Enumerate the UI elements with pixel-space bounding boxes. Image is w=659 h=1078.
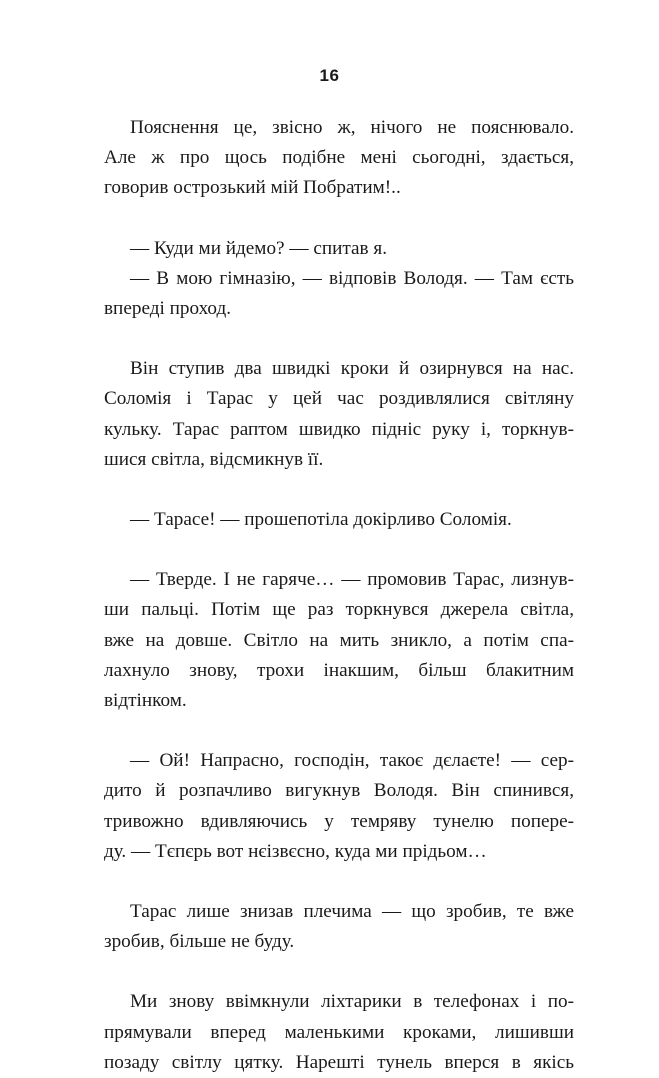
text-line: ши пальці. Потім ще раз торкнувся джерела світла, xyxy=(104,599,574,621)
paragraph-gap xyxy=(104,324,574,354)
text-line: Але ж про щось подібне мені сьогодні, здається, xyxy=(104,147,574,169)
paragraph-gap xyxy=(104,867,574,897)
text-line: ду. — Тєпєрь вот нєізвєсно, куда ми прідьом… xyxy=(104,840,487,862)
text-line: тривожно вдивляючись у темряву тунелю попере- xyxy=(104,810,574,832)
text-line: вже на довше. Світло на мить зникло, а потім спа- xyxy=(104,629,574,651)
text-line: прямували вперед маленькими кроками, лишивши xyxy=(104,1021,574,1043)
text-line: Соломія і Тарас у цей час роздивлялися світляну xyxy=(104,388,574,410)
body-text xyxy=(104,113,574,1078)
text-line: дито й розпачливо вигукнув Володя. Він спинився, xyxy=(104,780,574,802)
text-line: лахнуло знову, трохи інакшим, більш блакитним xyxy=(104,659,574,681)
text-line: — Ой! Напрасно, господін, такоє дєлаєте! — сер- xyxy=(130,750,574,772)
text-line: кульку. Тарас раптом швидко підніс руку і, торкнув- xyxy=(104,418,574,440)
text-line: Пояснення це, звісно ж, нічого не пояснювало. xyxy=(130,117,574,138)
text-line: Ми знову ввімкнули ліхтарики в телефонах і по- xyxy=(130,991,574,1013)
text-line: Тарас лише знизав плечима — що зробив, те вже xyxy=(130,901,574,923)
paragraph-gap xyxy=(104,535,574,565)
text-line: — Тарасе! — прошепотіла докірливо Соломія. xyxy=(130,509,512,531)
text-line: — В мою гімназію, — відповів Володя. — Там єсть xyxy=(130,267,574,289)
text-line: шися світла, відсмикнув її. xyxy=(104,448,324,470)
text-line: зробив, більше не буду. xyxy=(104,931,295,953)
page-number: 16 xyxy=(319,66,340,85)
paragraph-gap xyxy=(104,957,574,987)
paragraph-gap xyxy=(104,204,574,234)
text-line: Він ступив два швидкі кроки й озирнувся на нас. xyxy=(130,358,574,380)
text-line: позаду світлу цятку. Нарешті тунель вперся в якісь xyxy=(104,1051,574,1073)
text-line: — Куди ми йдемо? — спитав я. xyxy=(130,237,388,259)
paragraph-gap xyxy=(104,716,574,746)
text-line: говорив острозький мій Побратим!.. xyxy=(104,177,401,199)
text-line: впереді проход. xyxy=(104,298,232,320)
text-line: — Тверде. І не гаряче… — промовив Тарас, лизнув- xyxy=(130,569,574,591)
paragraph-gap xyxy=(104,475,574,505)
text-line: відтінком. xyxy=(104,690,187,712)
